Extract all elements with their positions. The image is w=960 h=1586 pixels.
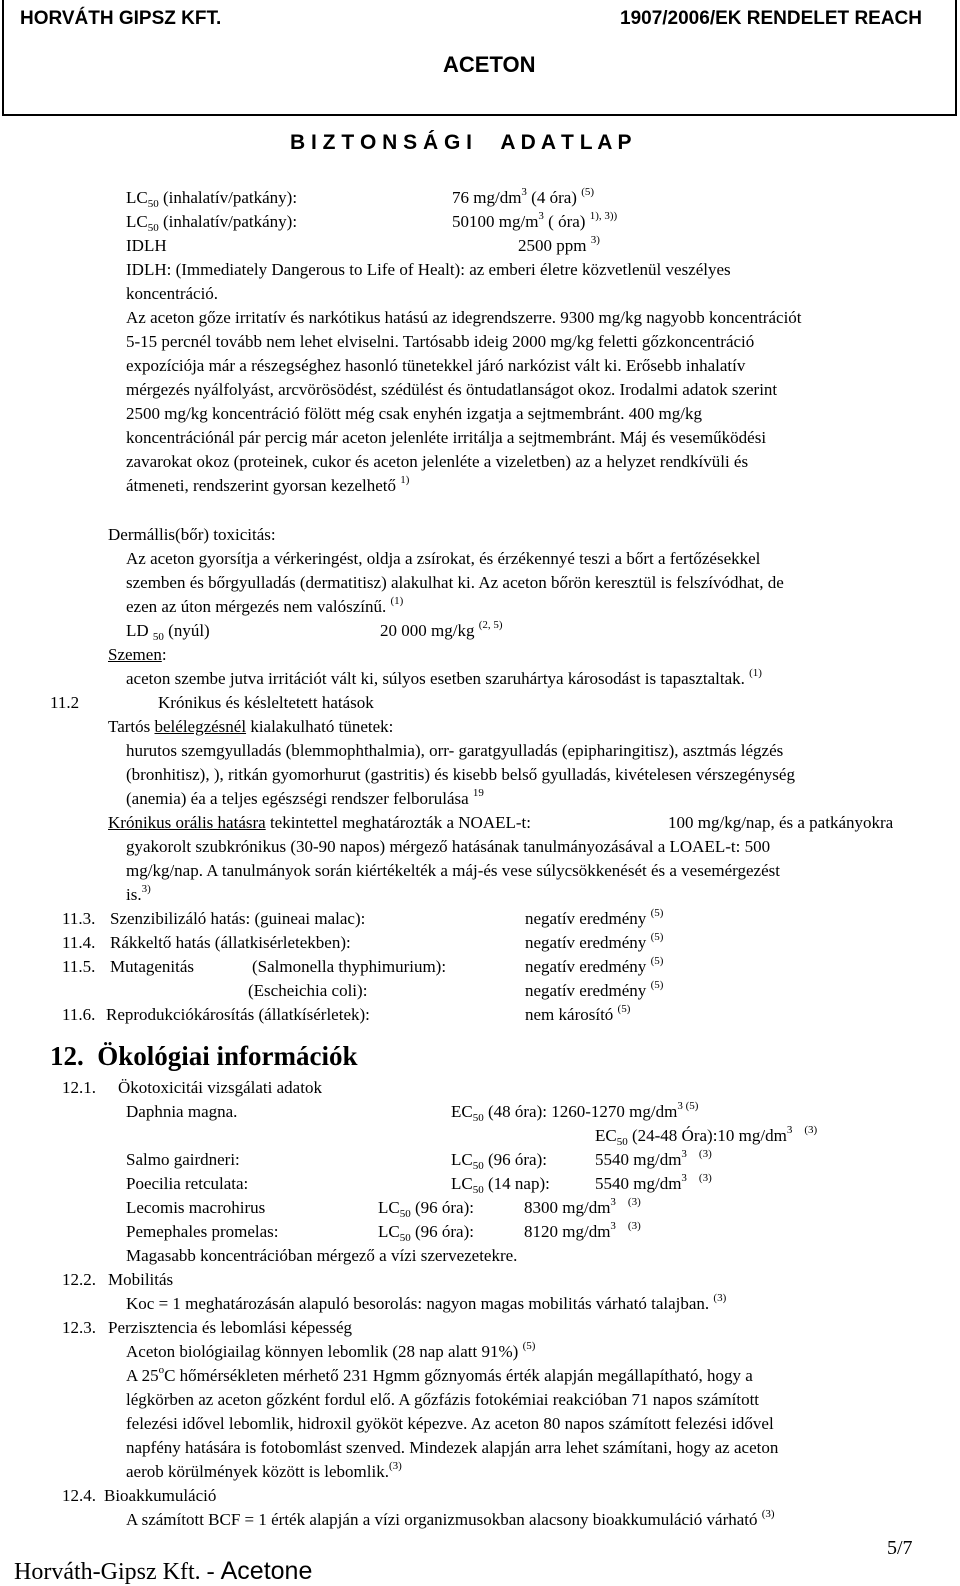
dermal-line-3: ezen az úton mérgezés nem valószínű. $^{(1)}$ [126, 595, 404, 616]
lc50-value: 5540 $mg/dm^3$ $^{(3)}$ [595, 1148, 712, 1169]
daphnia-value-1: $EC_{50}$ (48 óra): 1260-1270 $mg/dm^{3 (5)}$ [451, 1100, 699, 1124]
effect-number: 11.4. [62, 933, 96, 952]
effect-result: negatív eredmény $^{(5)}$ [525, 955, 664, 976]
species-name: Salmo gairdneri: [126, 1150, 240, 1169]
species-name: Lecomis macrohirus [126, 1198, 266, 1217]
section-title: Bioakkumuláció [104, 1486, 217, 1505]
lc50-value: 8300 $mg/dm^3$ $^{(3)}$ [524, 1196, 641, 1217]
vapor-last: aerob körülmények között is lebomlik.$^{(3)}$ [126, 1460, 402, 1481]
inhalation-line: hurutos szemgyulladás (blemmophthalmia), orr- garatgyulladás (epipharingitisz), asztmás légzés [126, 741, 784, 760]
tox-para-line: 2500 mg/kg koncentráció fölött még csak enyhén izgatja a sejtmembránt. 400 mg/kg [126, 404, 702, 423]
species-name: Pemephales promelas: [126, 1222, 279, 1241]
eye-heading: Szemen: [108, 645, 167, 664]
lc50-value: 5540 $mg/dm^3$ $^{(3)}$ [595, 1172, 712, 1193]
effect-number: 11.6. [62, 1005, 96, 1024]
tox-para-line: 5-15 percnél tovább nem lehet elviselni. Tartósabb ideig 2000 mg/kg feletti gőzkoncentráció [126, 332, 755, 351]
idlh-desc-1: IDLH: (Immediately Dangerous to Life of Healt): az emberi életre közvetlenül veszélyes [126, 260, 731, 279]
footer-company: Horváth-Gipsz Kft. - Acetone [14, 1557, 313, 1585]
species-name: Poecilia retculata: [126, 1174, 249, 1193]
product-title: ACETON [443, 52, 536, 77]
effect-result: negatív eredmény $^{(5)}$ [525, 907, 664, 928]
section-title: Mobilitás [108, 1270, 174, 1289]
tox-para-last: átmeneti, rendszerint gyorsan kezelhető $^{1)}$ [126, 474, 410, 495]
effect-label: Szenzibilizáló hatás: (guineai malac): [110, 909, 366, 928]
effect-sublabel: (Salmonella thyphimurium): [252, 957, 447, 976]
species-name: Daphnia magna. [126, 1102, 238, 1121]
daphnia-value-2: $EC_{50}$ (24-48 Óra):10 $mg/dm^3$ $^{(3)}$ [595, 1124, 818, 1148]
effect-label: Rákkeltő hatás (állatkisérletekben): [110, 933, 351, 952]
lc50-condition: $LC_{50}$ (96 óra): [451, 1150, 547, 1172]
lc50-value-1: 76 $mg/dm^3$ (4 óra) $^{(5)}$ [452, 186, 595, 207]
effect-sublabel: (Escheichia coli): [248, 981, 368, 1000]
tox-para-line: koncentrációnál pár percig már aceton jelenléte irritálja a sejtmembránt. Máj és veseműködési [126, 428, 767, 447]
ld50-label: LD $_{50}$ (nyúl) [126, 621, 210, 643]
effect-result: negatív eredmény $^{(5)}$ [525, 931, 664, 952]
effect-result: negatív eredmény $^{(5)}$ [525, 979, 664, 1000]
vapor-line-1: A 25$^o$C hőmérsékleten mérhető 231 Hgmm gőznyomás érték alapján megállapítható, hogy a [126, 1364, 753, 1385]
page-number: 5/7 [887, 1537, 913, 1559]
oral-line: gyakorolt szubkrónikus (30-90 napos) mérgező hatásának tanulmányozásával a LOAEL-t: 500 [126, 837, 771, 856]
section-number: 12.3. [62, 1318, 96, 1337]
lc50-condition: $LC_{50}$ (14 nap): [451, 1174, 550, 1196]
section-number: 12.1. [62, 1078, 96, 1097]
tox-para-line: expozíciója már a részegséghez hasonló tünetekkel járó narkózist vált ki. Erősebb inhalatív [126, 356, 746, 375]
koc-text: Koc = 1 meghatározásán alapuló besorolás: nagyon magas mobilitás várható talajban. $^{(3)}$ [126, 1292, 727, 1313]
effect-label: Mutagenitás [110, 957, 195, 976]
vapor-line: felezési idővel lebomlik, hidroxil gyököt képezve. Az aceton 80 napos számított felezési idővel [126, 1414, 774, 1433]
lc50-condition: $LC_{50}$ (96 óra): [378, 1222, 474, 1244]
tox-para-line: zavarokat okoz (proteinek, cukor és aceton jelenléte a vizeletben) az a helyzet rendkívüli és [126, 452, 749, 471]
biodegradation-text: Aceton biológiailag könnyen lebomlik (28 nap alatt 91%) $^{(5)}$ [126, 1340, 536, 1361]
inhalation-heading: Tartós belélegzésnél kialakulható tünetek: [108, 717, 394, 736]
ld50-value: 20 000 mg/kg $^{(2, 5)}$ [380, 619, 503, 640]
section-number: 12.4. [62, 1486, 96, 1505]
regulation-label: 1907/2006/EK RENDELET REACH [620, 8, 922, 29]
company-name: HORVÁTH GIPSZ KFT. [20, 8, 222, 29]
vapor-line: napfény hatására is fotobomlást szenved. Mindezek alapján arra lehet számítani, hogy az aceton [126, 1438, 779, 1457]
chronic-number: 11.2 [50, 693, 80, 712]
inhalation-last: (anemia) éa a teljes egészségi rendszer felborulása $^{19}$ [126, 787, 484, 808]
effect-number: 11.5. [62, 957, 96, 976]
effect-label: Reprodukciókárosítás (állatkísérletek): [106, 1005, 370, 1024]
oral-last: is.$^{3)}$ [126, 883, 151, 904]
sheet-title: B I Z T O N S Á G I A D A T L A P [290, 131, 632, 154]
dermal-heading: Dermállis(bőr) toxicitás: [108, 525, 276, 544]
inhalation-line: (bronhitisz), ), ritkán gyomorhurut (gastritis) és kisebb belső gyulladás, kivételesen vérszegénység [126, 765, 795, 784]
lc50-value-2: 50100 $mg/m^3$ ( óra) $^{1), 3))}$ [452, 210, 618, 231]
lc50-value: 8120 $mg/dm^3$ $^{(3)}$ [524, 1220, 641, 1241]
oral-noael-value: 100 mg/kg/nap, és a patkányokra [668, 813, 894, 832]
tox-para-line: mérgezés nyálfolyást, arcvörösödést, szédülést és öntudatlanságot okoz. Irodalmi adatok szerint [126, 380, 778, 399]
aquatic-toxicity-note: Magasabb koncentrációban mérgező a vízi szervezetekre. [126, 1246, 518, 1265]
vapor-line: légkörben az aceton gőzként fordul elő. A gőzfázis fotokémiai reakcióban 71 napos számított [126, 1390, 760, 1409]
bcf-text: A számított BCF = 1 érték alapján a vízi organizmusokban alacsony bioakkumuláció várható $^{(3)}$ [126, 1508, 775, 1529]
lc50-line-2: $LC_{50}$ (inhalatív/patkány): [126, 212, 298, 234]
oral-heading: Krónikus orális hatásra tekintettel meghatározták a NOAEL-t: [108, 813, 531, 832]
section-12-heading: 12. Ökológiai információk [50, 1041, 358, 1071]
lc50-line-1: $LC_{50}$ (inhalatív/patkány): [126, 188, 298, 210]
eye-text: aceton szembe jutva irritációt vált ki, súlyos esetben szaruhártya károsodást is tapasztaltak. $^{(1)}$ [126, 667, 762, 688]
effect-number: 11.3. [62, 909, 96, 928]
section-title: Perzisztencia és lebomlási képesség [108, 1318, 353, 1337]
oral-line: mg/kg/nap. A tanulmányok során kiértékelték a máj-és vese súlycsökkenését és a vesemérgezést [126, 861, 780, 880]
idlh-value: 2500 ppm $^{3)}$ [518, 234, 600, 255]
tox-para-line: Az aceton gőze irritatív és narkótikus hatású az idegrendszerre. 9300 mg/kg nagyobb koncentrációt [126, 308, 802, 327]
chronic-title: Krónikus és késleltetett hatások [158, 693, 374, 712]
section-title: Ökotoxicitái vizsgálati adatok [118, 1078, 322, 1097]
dermal-line: Az aceton gyorsítja a vérkeringést, oldja a zsírokat, és érzékennyé teszi a bőrt a fertőzésekkel [126, 549, 761, 568]
idlh-desc-2: koncentráció. [126, 284, 219, 303]
section-number: 12.2. [62, 1270, 96, 1289]
lc50-condition: $LC_{50}$ (96 óra): [378, 1198, 474, 1220]
effect-result: nem károsító $^{(5)}$ [525, 1003, 631, 1024]
idlh-label: IDLH [126, 236, 167, 255]
dermal-line: szemben és bőrgyulladás (dermatitisz) alakulhat ki. Az aceton bőrön keresztül is felszívódhat, de [126, 573, 784, 592]
